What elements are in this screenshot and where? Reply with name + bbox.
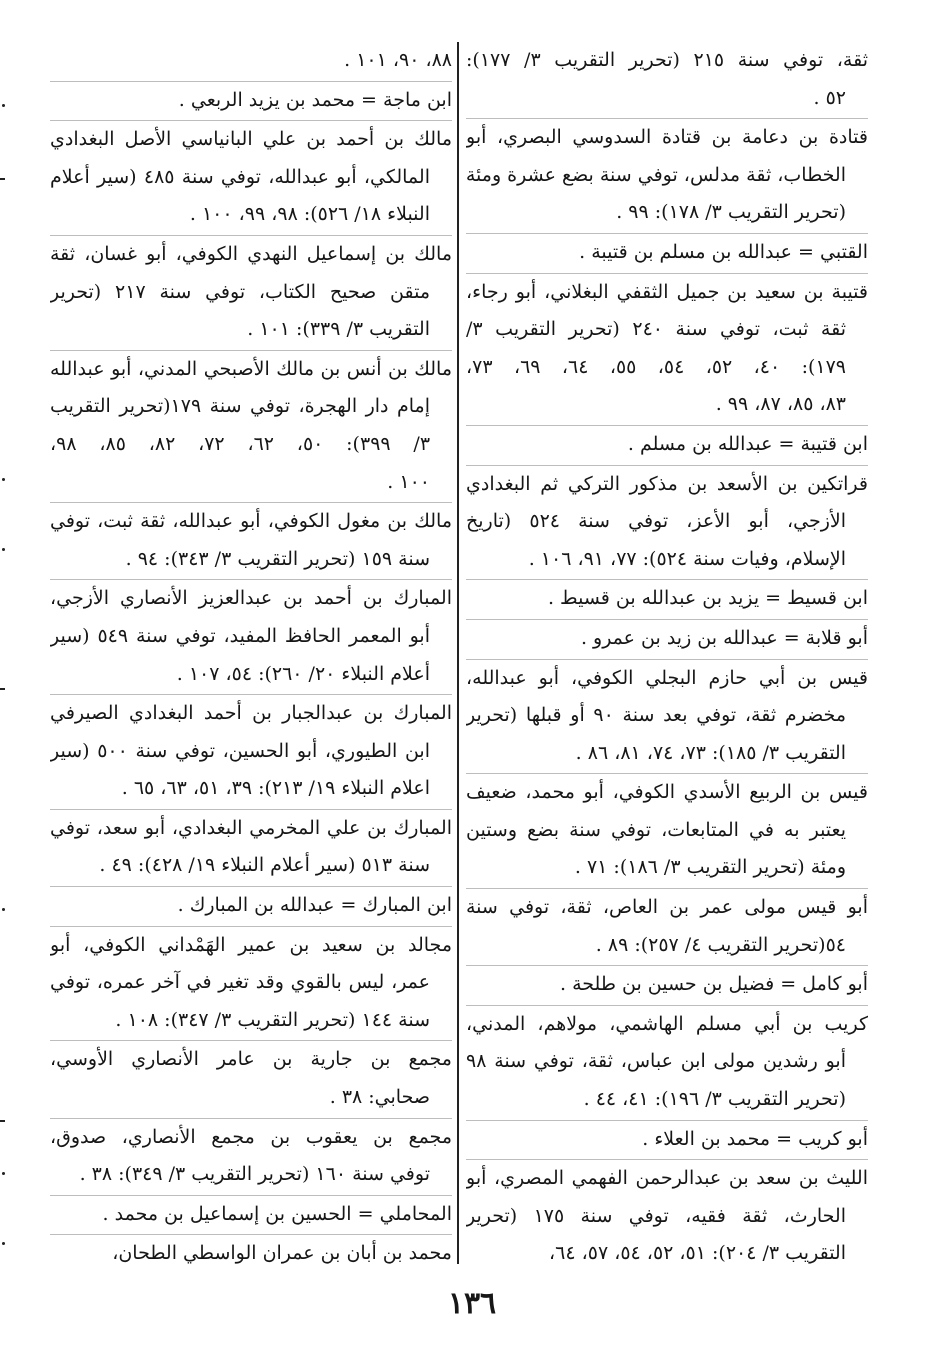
index-entry	[50, 579, 452, 693]
margin-mark	[2, 1242, 5, 1245]
index-entry	[50, 1040, 452, 1116]
margin-mark	[2, 908, 5, 911]
index-entry	[466, 42, 868, 117]
entry-line: التقريب ٣/ ٢٠٤): ٥١، ٥٢، ٥٤، ٥٧، ٦٤،	[549, 1242, 846, 1265]
entry-line: المالكي، أبو عبدالله، توفي سنة ٤٨٥ (سير أعلام	[50, 165, 430, 188]
margin-mark	[0, 178, 5, 180]
index-entry	[50, 1234, 452, 1273]
entry-line: ٨٣، ٨٥، ٨٧، ٩٩ .	[715, 393, 846, 416]
entry-line: أبو قيس مولى عمر بن العاص، ثقة، توفي سنة	[466, 896, 868, 919]
entry-line: أبو كامل = فضيل بن حسين بن طلحة .	[560, 973, 868, 996]
entry-line: المبارك بن عبدالجبار بن أحمد البغدادي الصيرفي	[50, 702, 452, 725]
entry-line: ٥٤(تحرير التقريب ٤/ ٢٥٧): ٨٩ .	[595, 933, 846, 956]
entry-line: توفي سنة ١٦٠ (تحرير التقريب ٣/ ٣٤٩): ٣٨ .	[79, 1163, 430, 1186]
entry-line: قيس بن أبي حازم البجلي الكوفي، أبو عبدالله،	[466, 666, 868, 689]
entry-line: مالك بن أنس بن مالك الأصبحي المدني، أبو عبدالله	[50, 357, 452, 380]
entry-line: قتيبة بن سعيد بن جميل الثقفي البغلاني، أبو رجاء،	[466, 280, 868, 303]
entry-line: أبو رشدين مولى ابن عباس، ثقة، توفي سنة ٩٨	[466, 1050, 846, 1073]
index-entry	[466, 579, 868, 618]
entry-line: سنة ١٥٩ (تحرير التقريب ٣/ ٣٤٣): ٩٤ .	[125, 547, 430, 570]
index-entry	[50, 1118, 452, 1194]
entry-line: أعلام النبلاء ٢٠/ ٢٦٠): ٥٤، ١٠٧ .	[176, 662, 430, 685]
index-entry	[50, 926, 452, 1040]
index-entry	[466, 659, 868, 773]
entry-line: الإسلام، وفيات سنة ٥٢٤): ٧٧، ٩١، ١٠٦ .	[528, 547, 846, 570]
index-entry	[466, 1005, 868, 1119]
entry-line: مالك بن إسماعيل النهدي الكوفي، أبو غسان، ثقة	[50, 242, 452, 265]
entry-line: ثقة ثبت، توفي سنة ٢٤٠ (تحرير التقريب ٣/	[466, 318, 846, 341]
entry-line: إمام دار الهجرة، توفي سنة ١٧٩(تحرير التقريب	[50, 395, 430, 418]
entry-line: الحارث، ثقة فقيه، توفي سنة ١٧٥ (تحرير	[466, 1204, 846, 1227]
entry-line: (تحرير التقريب ٣/ ١٩٦): ٤١، ٤٤ .	[583, 1088, 846, 1111]
entry-line: ١٠٠ .	[387, 470, 430, 493]
index-entry	[50, 1195, 452, 1234]
margin-mark	[0, 1120, 5, 1122]
entry-line: سنة ١٤٤ (تحرير التقريب ٣/ ٣٤٧): ١٠٨ .	[115, 1008, 430, 1031]
index-entry	[466, 233, 868, 272]
entry-line: مالك بن مغول الكوفي، أبو عبدالله، ثقة ثبت، توفي	[50, 510, 452, 533]
entry-line: ابن الطيوري، أبو الحسين، توفي سنة ٥٠٠ (سير	[50, 739, 430, 762]
margin-mark	[2, 548, 5, 551]
entry-line: ٨٨، ٩٠، ١٠١ .	[344, 49, 452, 71]
entry-line: مجمع بن يعقوب بن مجمع الأنصاري، صدوق،	[50, 1125, 452, 1148]
entry-line: ومئة (تحرير التقريب ٣/ ١٨٦): ٧١ .	[574, 856, 846, 879]
index-entry	[50, 886, 452, 925]
entry-line: مالك بن أحمد بن علي البانياسي الأصل البغدادي	[50, 128, 452, 151]
index-entry	[50, 42, 452, 80]
index-entry	[466, 619, 868, 658]
index-column-right	[466, 42, 868, 1273]
entry-line: مجمع بن جارية بن عامر الأنصاري الأوسي،	[50, 1048, 452, 1071]
index-entry	[466, 888, 868, 964]
entry-line: المبارك بن علي المخرمي البغدادي، أبو سعد، توفي	[50, 816, 452, 839]
index-entry	[466, 773, 868, 887]
entry-line: ثقة، توفي سنة ٢١٥ (تحرير التقريب ٣/ ١٧٧):	[466, 49, 868, 71]
entry-line: (تحرير التقريب ٣/ ١٧٨): ٩٩ .	[616, 201, 846, 224]
entry-line: قراتكين بن الأسعد بن مذكور التركي ثم البغدادي	[466, 472, 868, 495]
index-entry	[466, 1159, 868, 1273]
index-entry	[50, 809, 452, 885]
entry-line: ابن قسيط = يزيد بن عبدالله بن قسيط .	[547, 587, 868, 610]
entry-line: الأزجي، أبو الأعز، توفي سنة ٥٢٤ (تاريخ	[466, 510, 846, 533]
index-entry	[466, 425, 868, 464]
entry-line: متقن صحيح الكتاب، توفي سنة ٢١٧ (تحرير	[50, 280, 431, 303]
entry-line: قتادة بن دعامة بن قتادة السدوسي البصري، أبو	[466, 126, 868, 149]
page-number: ١٣٦	[447, 1286, 497, 1321]
entry-line: ٣/ ٣٩٩): ٥٠، ٦٢، ٧٢، ٨٢، ٨٥، ٩٨،	[50, 432, 431, 455]
index-entry	[50, 694, 452, 808]
margin-mark	[2, 104, 5, 107]
entry-line: ابن ماجة = محمد بن يزيد الربعي .	[178, 88, 452, 111]
entry-line: ٥٢ .	[813, 86, 846, 109]
entry-line: النبلاء ١٨/ ٥٢٦): ٩٨، ٩٩، ١٠٠ .	[189, 203, 430, 226]
entry-line: الخطاب، ثقة مدلس، توفي سنة بضع عشرة ومئة	[466, 163, 846, 186]
index-entry	[50, 81, 452, 120]
entry-line: ١٧٩): ٤٠، ٥٢، ٥٤، ٥٥، ٦٤، ٦٩، ٧٣،	[466, 355, 847, 378]
entry-line: التقريب ٣/ ٣٣٩): ١٠١ .	[247, 318, 430, 341]
entry-line: القتبي = عبدالله بن مسلم بن قتيبة .	[579, 240, 868, 263]
index-entry	[50, 235, 452, 349]
index-entry	[466, 465, 868, 579]
entry-line: عمر، ليس بالقوي وقد تغير في آخر عمره، توفي	[50, 971, 430, 994]
index-entry	[466, 965, 868, 1004]
entry-line: قيس بن الربيع الأسدي الكوفي، أبو محمد، ضعيف	[466, 781, 868, 804]
entry-line: مجالد بن سعيد بن عمير الهَمْداني الكوفي، أبو	[50, 933, 452, 956]
index-entry	[466, 273, 868, 424]
index-entry	[466, 1120, 868, 1159]
entry-line: التقريب ٣/ ١٨٥): ٧٣، ٧٤، ٨١، ٨٦ .	[575, 741, 846, 764]
entry-line: يعتبر به في المتابعات، توفي سنة بضع وستين	[466, 818, 846, 841]
margin-mark	[2, 1172, 5, 1175]
index-entry	[50, 502, 452, 578]
entry-line: مخضرم ثقة، توفي بعد سنة ٩٠ أو قبلها (تحرير	[466, 704, 846, 727]
entry-line: الليث بن سعد بن عبدالرحمن الفهمي المصري، أبو	[466, 1167, 868, 1190]
entry-line: ابن المبارك = عبدالله بن المبارك .	[177, 894, 452, 917]
margin-mark	[2, 478, 5, 481]
entry-line: كريب بن أبي مسلم الهاشمي، مولاهم، المدني،	[466, 1012, 868, 1035]
entry-line: المبارك بن أحمد بن عبدالعزيز الأنصاري الأزجي،	[50, 587, 452, 610]
entry-line: سنة ٥١٣ (سير أعلام النبلاء ١٩/ ٤٢٨): ٤٩ .	[99, 854, 430, 877]
entry-line: المحاملي = الحسين بن إسماعيل بن محمد .	[102, 1202, 452, 1225]
margin-mark	[0, 688, 5, 690]
entry-line: أبو كريب = محمد بن العلاء .	[642, 1127, 868, 1150]
index-entry	[50, 350, 452, 501]
column-divider	[457, 42, 459, 1264]
entry-line: صحابي: ٣٨ .	[329, 1086, 430, 1109]
entry-line: ابن قتيبة = عبدالله بن مسلم .	[627, 432, 868, 455]
entry-line: اعلام النبلاء ١٩/ ٢١٣): ٣٩، ٥١، ٦٣، ٦٥ .	[121, 777, 430, 800]
entry-line: أبو المعمر الحافظ المفيد، توفي سنة ٥٤٩ (سير	[50, 624, 430, 647]
entry-line: أبو قلابة = عبدالله بن زيد بن عمرو .	[580, 626, 868, 649]
index-entry	[50, 120, 452, 234]
index-column-left	[50, 42, 452, 1273]
index-entry	[466, 118, 868, 232]
entry-line: محمد بن أبان بن عمران الواسطي الطحان،	[112, 1242, 452, 1265]
